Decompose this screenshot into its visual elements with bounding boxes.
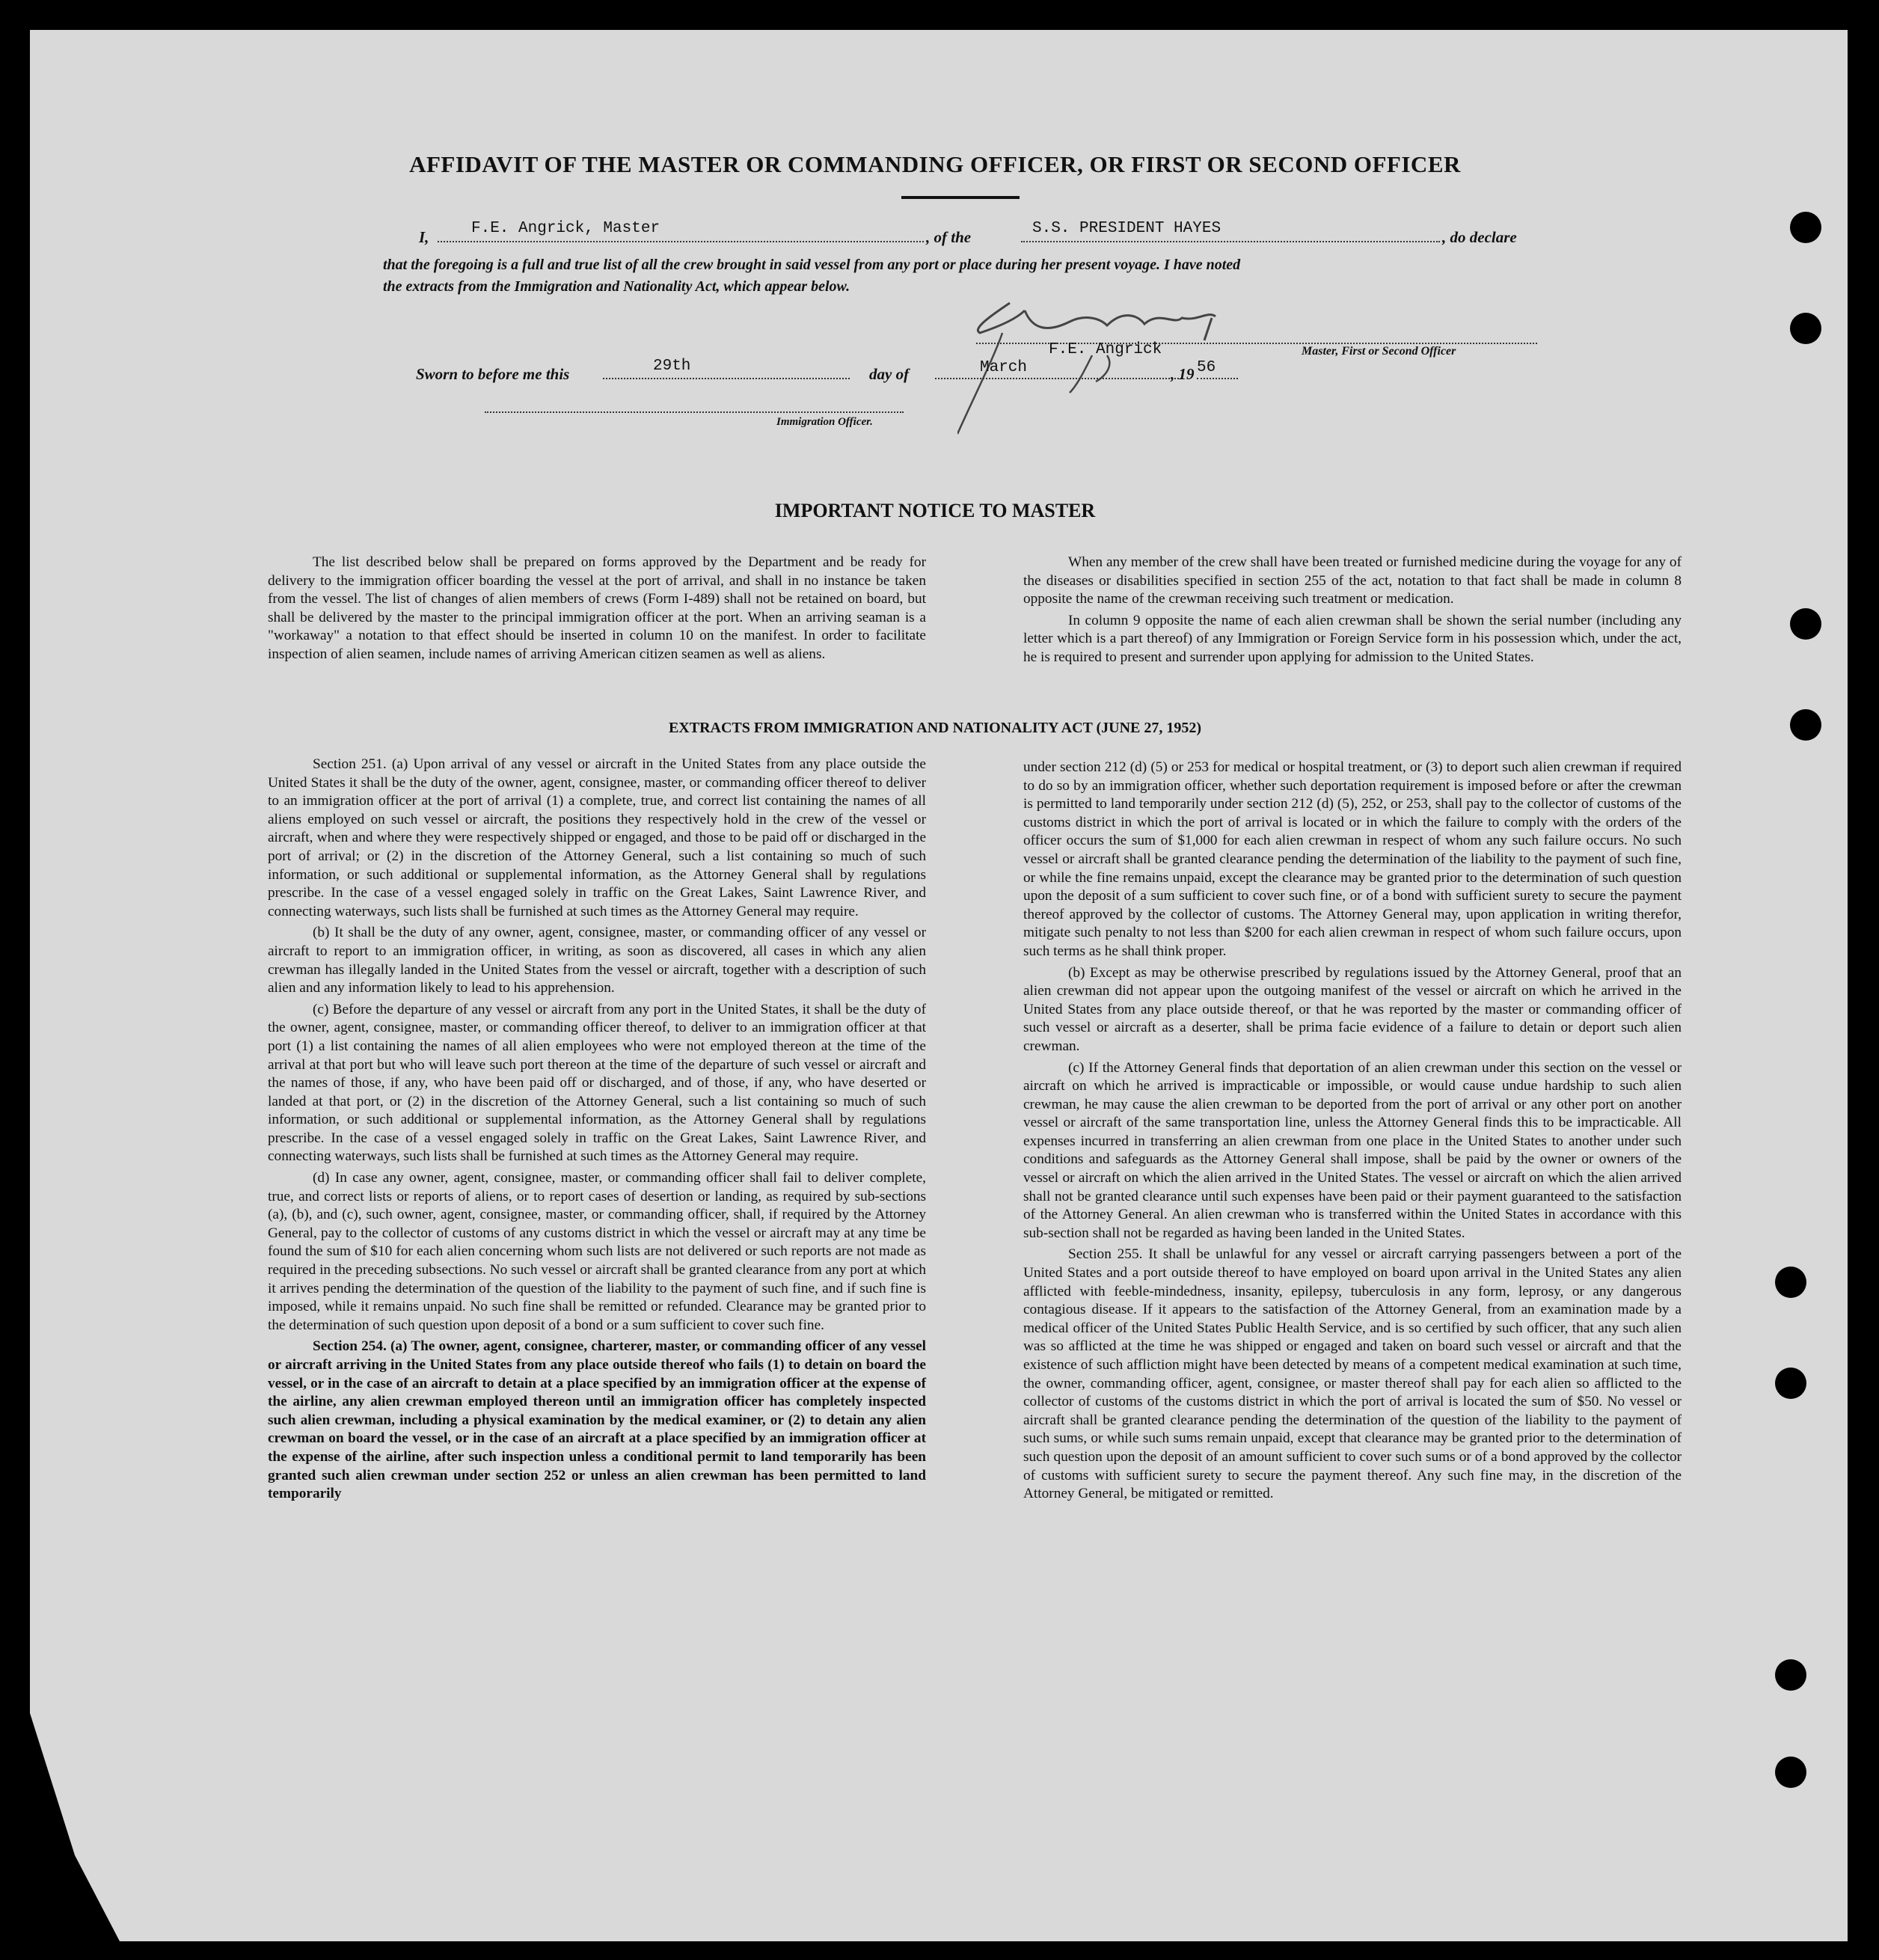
sworn-month: March [980, 359, 1028, 376]
notice-right-column [1023, 554, 1682, 670]
sworn-day-line [603, 378, 850, 379]
year-prefix: , 19 [1171, 365, 1195, 383]
day-of-label: day of [869, 365, 910, 383]
notice-paragraph: In column 9 opposite the name of each alien crewman shall be shown the serial number (including any letter which is a part thereof) of any Immigration or Foreign Service form in his possession which, under the act, he is required to present and surrender upon applying for admission to the United States. [1023, 612, 1682, 665]
section-254-a: Section 254. (a) The owner, agent, consignee, charterer, master, or commanding officer of any vessel or aircraft arriving in the United States from any place outside thereof who fails (1) to detain on board the vessel, or in the case of an aircraft to detain at a place specified by an immigration officer at the expense of the airline, any alien crewman employed thereon until an immigration officer has completely inspected such alien crewman, including a physical examination by the medical examiner, or (2) to detain any alien crewman on board the vessel, or in the case of an aircraft at a place specified by an immigration officer at the expense of the airline, after such inspection unless a conditional permit to land temporarily has been granted such alien crewman under section 252 or unless an alien crewman has been permitted to land temporarily [268, 1338, 926, 1502]
declarant-line [438, 241, 924, 242]
binder-hole [1775, 1757, 1806, 1788]
signer-title: Master, First or Second Officer [1302, 345, 1456, 358]
vessel-line [1021, 241, 1440, 242]
declaration-prefix: I, [419, 228, 429, 246]
of-the-label: , of the [926, 228, 972, 246]
declare-suffix: , do declare [1442, 228, 1517, 246]
vessel-name: S.S. PRESIDENT HAYES [1032, 220, 1221, 237]
section-251-d: (d) In case any owner, agent, consignee, master, or commanding officer shall fail to deliver complete, true, and correct lists or reports of aliens, or to report cases of desertion or landing, as required by sub-sections (a), (b), and (c), such owner, agent, consignee, master, or commanding officer, shall, if required by the Attorney General, pay to the collector of customs of any customs district in which the vessel or aircraft may at any time be found the sum of $10 for each alien concerning whom such lists are not delivered or such reports are not made as required in the preceding subsections. No such vessel or aircraft shall be granted clearance from any port at which it arrives pending the determination of the question of the liability to the payment of such fine, and if such fine is imposed, while it remains unpaid. No such fine shall be remitted or refunded. Clearance may be granted prior to the determination of such question upon deposit of a bond or a sum sufficient to cover such fine. [268, 1170, 926, 1333]
binder-hole [1790, 608, 1821, 640]
declarant-name: F.E. Angrick, Master [471, 220, 660, 237]
notice-left-column [268, 554, 926, 667]
notice-paragraph: When any member of the crew shall have been treated or furnished medicine during the voyage for any of the diseases or disabilities specified in section 255 of the act, notation to that fact shall be made in column 8 opposite the name of the crewman receiving such treatment or medication. [1023, 554, 1682, 607]
section-251-b: (b) It shall be the duty of any owner, agent, consignee, master, or commanding officer of any vessel or aircraft to report to an immigration officer, in writing, as soon as discovered, all cases in which any alien crewman has illegally landed in the United States from the vessel or aircraft, together with a description of such alien and any information likely to lead to his apprehension. [268, 925, 926, 996]
sworn-year: 56 [1197, 359, 1216, 376]
sworn-day: 29th [653, 358, 691, 375]
section-255: Section 255. It shall be unlawful for any vessel or aircraft carrying passengers between a port of the United States and a port outside thereof to have employed on board upon arrival in the United States any alien afflicted with feeble-mindedness, insanity, epilepsy, tuberculosis in any form, leprosy, or any dangerous contagious disease. If it appears to the satisfaction of the Attorney General, from an examination made by a medical officer of the United States Public Health Service, and is so certified by such officer, that any such alien was so afflicted at the time he was shipped or engaged and taken on board such vessel or aircraft and that the existence of such affliction might have been detected by means of a competent medical examination at such time, the owner, commanding officer, agent, consignee, or master thereof shall pay for each alien so afflicted to the collector of customs of the customs district in which the port of arrival is located the sum of $50. No vessel or aircraft shall be granted clearance pending the determination of the question of the liability to the payment of such sums, or while such sums remain unpaid, except that clearance may be granted prior to the determination of such question upon the deposit of an amount sufficient to cover such sums or of a bond approved by the collector of customs with sufficient surety to secure the payment thereof. Any such fine may, in the discretion of the Attorney General, be mitigated or remitted. [1023, 1246, 1682, 1502]
section-254-a-continued: under section 212 (d) (5) or 253 for medical or hospital treatment, or (3) to deport such alien crewman if required to do so by an immigration officer, whether such deportation requirement is imposed before or after the crewman is permitted to land temporarily under section 212 (d) (5), 252, or 253, shall pay to the collector of customs of the customs district in which the port of arrival is located or in which the failure to comply with the orders of the officer occurs the sum of $1,000 for each alien crewman in respect of whom any such failure occurs. No such vessel or aircraft shall be granted clearance pending the determination of the liability to the payment of such fine, or while the fine remains unpaid, except the clearance may be granted prior to the determination of such question upon the deposit of a sum sufficient to cover such fine, or of a bond with sufficient surety to secure the payment thereof approved by the collector of customs. The Attorney General may, upon application in writing therefor, mitigate such penalty to not less than $200 for each alien crewman in respect of whom such failure occurs, upon such terms as he shall think proper. [1023, 759, 1682, 959]
notice-title: IMPORTANT NOTICE TO MASTER [774, 500, 1096, 521]
immigration-officer-label: Immigration Officer. [776, 416, 873, 428]
section-254-b: (b) Except as may be otherwise prescribed by regulations issued by the Attorney General, proof that an alien crewman did not appear upon the outgoing manifest of the vessel or aircraft on which he arrived in the United States from any place outside thereof, or that he was reported by the master or commanding officer of such vessel or aircraft as a deserter, shall be prima facie evidence of a failure to detain or deport such alien crewman. [1023, 964, 1682, 1054]
signer-typed-name: F.E. Angrick [1049, 341, 1162, 358]
extracts-title: EXTRACTS FROM IMMIGRATION AND NATIONALITY ACT (JUNE 27, 1952) [668, 720, 1202, 736]
immigration-officer-line [485, 411, 904, 413]
extracts-right-column [1023, 759, 1682, 1507]
declaration-line-3: the extracts from the Immigration and Nationality Act, which appear below. [383, 278, 850, 295]
sworn-year-line [1197, 378, 1238, 379]
binder-hole [1790, 313, 1821, 344]
declaration-line-2: that the foregoing is a full and true list of all the crew brought in said vessel from any port or place during her present voyage. I have noted [383, 257, 1241, 273]
binder-hole [1775, 1267, 1806, 1298]
binder-hole [1775, 1368, 1806, 1399]
extracts-left-column [268, 756, 926, 1507]
sworn-prefix: Sworn to before me this [416, 365, 570, 383]
binder-hole [1790, 212, 1821, 243]
section-251-a: Section 251. (a) Upon arrival of any vessel or aircraft in the United States from any place outside the United States it shall be the duty of the owner, agent, consignee, master, or commanding officer thereof to deliver to an immigration officer at the port of arrival (1) a complete, true, and correct list containing the names of all aliens employed on such vessel or aircraft, the positions they respectively hold in the crew of the vessel or aircraft, when and where they were respectively shipped or engaged, and those to be paid off or discharged in the port of arrival; or (2) in the discretion of the Attorney General, such a list containing so much of such information, or such additional or supplemental information, as the Attorney General shall by regulations prescribe. In the case of a vessel engaged solely in traffic on the Great Lakes, Saint Lawrence River, and connecting waterways, such lists shall be furnished at such times as the Attorney General may require. [268, 756, 926, 919]
section-254-c: (c) If the Attorney General finds that deportation of an alien crewman under this section on the vessel or aircraft on which he arrived is impracticable or impossible, or would cause undue hardship to such alien crewman, he may cause the alien crewman to be deported from the port of arrival or any other port on another vessel or aircraft of the same transportation line, unless the Attorney General finds this to be impracticable. All expenses incurred in transferring an alien crewman from one place in the United States to another under such conditions and safeguards as the Attorney General shall impose, shall be paid by the owner or owners of the vessel or aircraft on which the alien arrived in the United States. The vessel or aircraft on which the alien arrived shall not be granted clearance until such expenses have been paid or their payment guaranteed to the satisfaction of the Attorney General. An alien crewman who is transferred within the United States in accordance with this sub-section shall not be regarded as having been landed in the United States. [1023, 1059, 1682, 1241]
sworn-month-line [935, 378, 1182, 379]
title-divider [901, 196, 1020, 199]
binder-hole [1775, 1659, 1806, 1691]
section-251-c: (c) Before the departure of any vessel or aircraft from any port in the United States, it shall be the duty of the owner, agent, consignee, master, or commanding officer thereof, to deliver to an immigration officer at that port (1) a list containing the names of all alien employees who were not employed thereon at the time of the arrival at that port but who will leave such port thereon at the time of the departure of such vessel or aircraft and the names of those, if any, who have been paid off or discharged, and of those, if any, who have deserted or landed at that port, or (2) in the discretion of the Attorney General, such a list containing so much of such information, or such additional or supplemental information, as the Attorney General shall by regulations prescribe. In the case of a vessel engaged solely in traffic on the Great Lakes, Saint Lawrence River, and connecting waterways, such lists shall be furnished at such times as the Attorney General may require. [268, 1001, 926, 1165]
affidavit-title: AFFIDAVIT OF THE MASTER OR COMMANDING OFFICER, OR FIRST OR SECOND OFFICER [409, 151, 1461, 177]
notice-paragraph: The list described below shall be prepared on forms approved by the Department and be ready for delivery to the immigration officer boarding the vessel at the port of arrival, and shall in no instance be taken from the vessel. The list of changes of alien members of crews (Form I-489) shall not be retained on board, but shall be delivered by the master to the principal immigration officer at the port. When an arriving seaman is a "workaway" a notation to that effect should be inserted in column 10 on the manifest. In order to facilitate inspection of alien seamen, include names of arriving American citizen seamen as well as aliens. [268, 554, 926, 662]
